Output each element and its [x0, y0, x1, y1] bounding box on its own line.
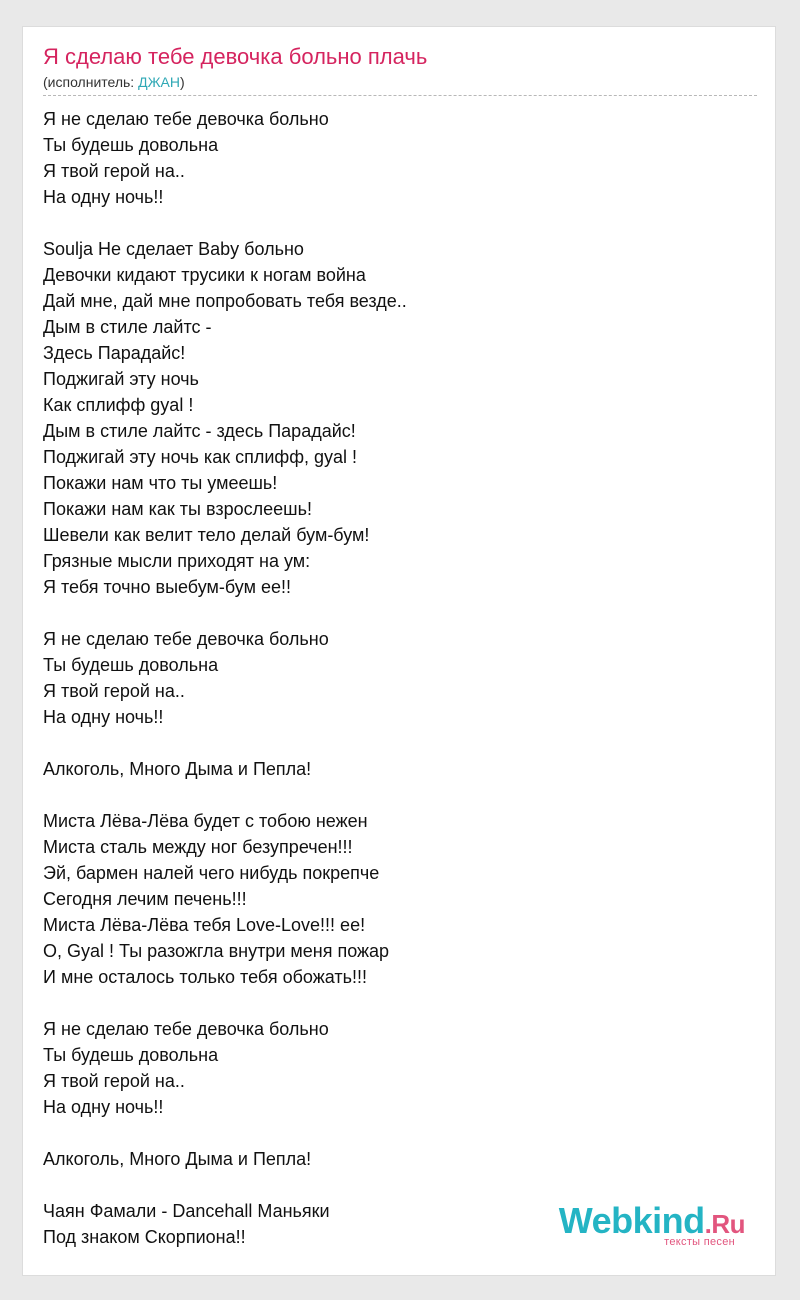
lyric-line: На одну ночь!!	[43, 187, 164, 207]
lyric-line: Миста Лёва-Лёва будет с тобою нежен	[43, 811, 368, 831]
lyric-line: Здесь Парадайс!	[43, 343, 186, 363]
song-title: Я сделаю тебе девочка больно плачь	[43, 44, 428, 69]
stanza-gap	[43, 1120, 757, 1146]
stanza-gap	[43, 730, 757, 756]
lyric-line: Я не сделаю тебе девочка больно	[43, 629, 329, 649]
lyric-line: Покажи нам как ты взрослеешь!	[43, 499, 312, 519]
lyric-line: Алкоголь, Много Дыма и Пепла!	[43, 1149, 312, 1169]
lyric-line: Покажи нам что ты умеешь!	[43, 473, 278, 493]
lyric-line: Я тебя точно выебум-бум ее!!	[43, 577, 292, 597]
lyric-line: Чаян Фамали - Dancehall Маньяки	[43, 1201, 330, 1221]
artist-prefix: (исполнитель:	[43, 74, 139, 90]
lyric-line: Ты будешь довольна	[43, 1045, 219, 1065]
lyric-line: Поджигай эту ночь	[43, 369, 199, 389]
lyric-line: Шевели как велит тело делай бум-бум!	[43, 525, 370, 545]
lyric-line: Дым в стиле лайтс -	[43, 317, 212, 337]
lyric-line: На одну ночь!!	[43, 1097, 164, 1117]
lyric-line: Дай мне, дай мне попробовать тебя везде..	[43, 291, 407, 311]
lyric-line: Дым в стиле лайтс - здесь Парадайс!	[43, 421, 356, 441]
lyrics-card	[22, 26, 776, 1276]
stanza-gap	[43, 210, 757, 236]
lyric-line: На одну ночь!!	[43, 707, 164, 727]
artist-line	[43, 74, 185, 90]
lyric-line: Ты будешь довольна	[43, 135, 219, 155]
lyric-line: Я не сделаю тебе девочка больно	[43, 109, 329, 129]
lyric-line: Поджигай эту ночь как сплифф, gyal !	[43, 447, 358, 467]
lyric-line: И мне осталось только тебя обожать!!!	[43, 967, 367, 987]
lyric-line: Грязные мысли приходят на ум:	[43, 551, 311, 571]
logo-tagline: тексты песен	[664, 1236, 735, 1248]
lyric-line: Алкоголь, Много Дыма и Пепла!	[43, 759, 312, 779]
lyric-line: О, Gyal ! Ты разожгла внутри меня пожар	[43, 941, 390, 961]
lyrics-body	[43, 106, 757, 1250]
lyric-line: Сегодня лечим печень!!!	[43, 889, 247, 909]
artist-suffix: )	[179, 74, 185, 90]
lyric-line: Миста Лёва-Лёва тебя Love-Love!!! ее!	[43, 915, 366, 935]
lyric-line: Я твой герой на..	[43, 1071, 185, 1091]
title-divider	[43, 95, 757, 96]
artist-link[interactable]: ДЖАН	[138, 74, 180, 90]
lyric-line: Девочки кидают трусики к ногам война	[43, 265, 366, 285]
lyric-line: Ты будешь довольна	[43, 655, 219, 675]
lyric-line: Эй, бармен налей чего нибудь покрепче	[43, 863, 380, 883]
lyric-line: Я твой герой на..	[43, 681, 185, 701]
lyric-line: Как сплифф gyal !	[43, 395, 194, 415]
lyric-line: Под знаком Скорпиона!!	[43, 1227, 246, 1247]
logo-word: Webkind	[558, 1200, 705, 1241]
stanza-gap	[43, 990, 757, 1016]
logo-tld: .Ru	[704, 1209, 745, 1239]
lyric-line: Миста сталь между ног безупречен!!!	[43, 837, 353, 857]
lyric-line: Я твой герой на..	[43, 161, 185, 181]
lyric-line: Soulja Не сделает Baby больно	[43, 239, 304, 259]
stanza-gap	[43, 782, 757, 808]
site-logo[interactable]	[555, 1201, 745, 1249]
stanza-gap	[43, 600, 757, 626]
lyric-line: Я не сделаю тебе девочка больно	[43, 1019, 329, 1039]
stanza-gap	[43, 1172, 757, 1198]
